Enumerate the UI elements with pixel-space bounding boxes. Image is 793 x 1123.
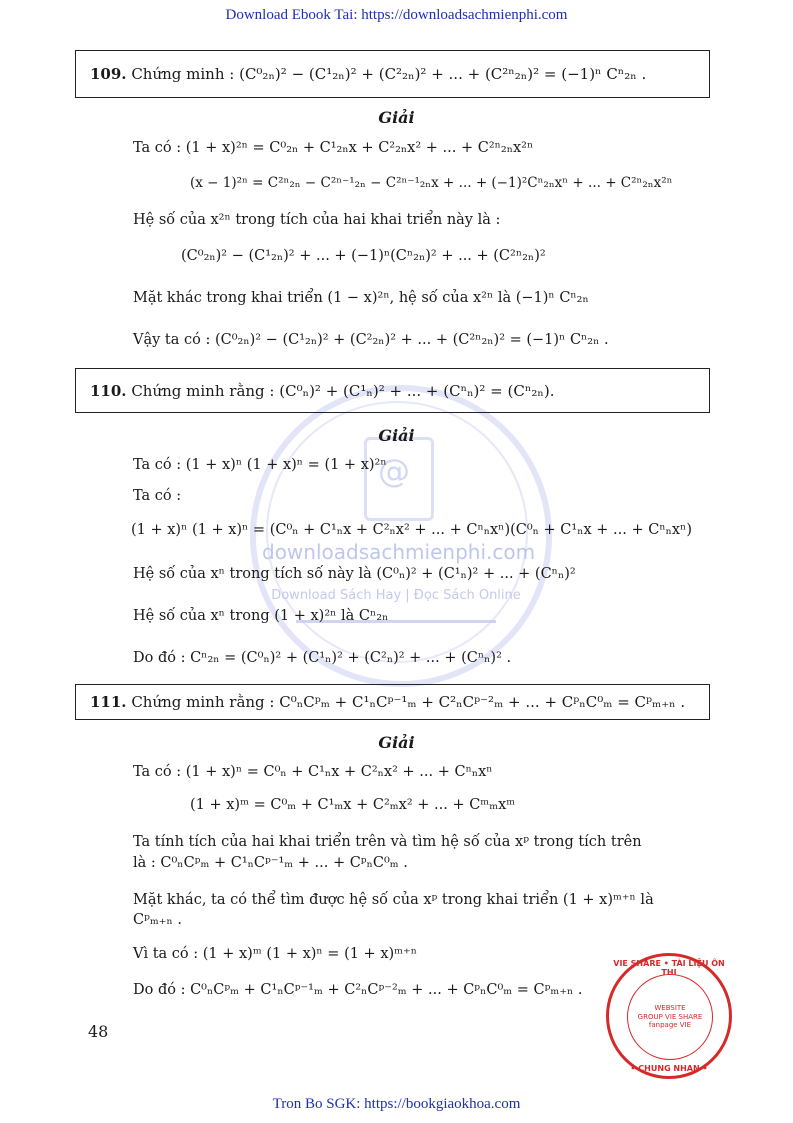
watermark-tagline: Download Sách Hay | Đọc Sách Online xyxy=(271,588,521,603)
problem-number: 109. xyxy=(90,65,127,83)
problem-statement: Chứng minh : (C⁰₂ₙ)² − (C¹₂ₙ)² + (C²₂ₙ)² + ... + (C²ⁿ₂ₙ)² = (−1)ⁿ Cⁿ₂ₙ . xyxy=(131,65,647,83)
solution-line: Ta có : xyxy=(133,488,182,504)
watermark-site-text: downloadsachmienphi.com xyxy=(262,540,536,564)
solution-heading: Giải xyxy=(378,733,415,752)
solution-line: Do đó : C⁰ₙCᵖₘ + C¹ₙCᵖ⁻¹ₘ + C²ₙCᵖ⁻²ₘ + ... + CᵖₙC⁰ₘ = Cᵖₘ₊ₙ . xyxy=(133,982,583,998)
solution-line: Do đó : Cⁿ₂ₙ = (C⁰ₙ)² + (C¹ₙ)² + (C²ₙ)² + ... + (Cⁿₙ)² . xyxy=(133,650,512,666)
solution-line: là : C⁰ₙCᵖₘ + C¹ₙCᵖ⁻¹ₘ + ... + CᵖₙC⁰ₘ . xyxy=(133,855,408,871)
solution-line: Ta tính tích của hai khai triển trên và tìm hệ số của xᵖ trong tích trên xyxy=(133,834,642,850)
solution-heading: Giải xyxy=(378,426,415,445)
solution-line: Cᵖₘ₊ₙ . xyxy=(133,912,182,928)
header-download-link[interactable]: Download Ebook Tai: https://downloadsachmienphi.com xyxy=(225,7,568,23)
problem-111-box xyxy=(75,684,710,720)
problem-number: 111. xyxy=(90,693,127,711)
solution-line: Ta có : (1 + x)ⁿ = C⁰ₙ + C¹ₙx + C²ₙx² + ... + Cⁿₙxⁿ xyxy=(133,764,493,780)
solution-line: Vì ta có : (1 + x)ᵐ (1 + x)ⁿ = (1 + x)ᵐ⁺ⁿ xyxy=(133,946,417,962)
problem-statement: Chứng minh rằng : (C⁰ₙ)² + (C¹ₙ)² + ... + (Cⁿₙ)² = (Cⁿ₂ₙ). xyxy=(131,381,555,400)
footer-sgk-link[interactable]: Tron Bo SGK: https://bookgiaokhoa.com xyxy=(272,1096,521,1112)
solution-line: Ta có : (1 + x)ⁿ (1 + x)ⁿ = (1 + x)²ⁿ xyxy=(133,457,387,473)
problem-statement: Chứng minh rằng : C⁰ₙCᵖₘ + C¹ₙCᵖ⁻¹ₘ + C²ₙCᵖ⁻²ₘ + ... + CᵖₙC⁰ₘ = Cᵖₘ₊ₙ . xyxy=(131,693,686,711)
solution-line: Hệ số của xⁿ trong (1 + x)²ⁿ là Cⁿ₂ₙ xyxy=(133,608,389,624)
solution-line: Vậy ta có : (C⁰₂ₙ)² − (C¹₂ₙ)² + (C²₂ₙ)² + ... + (C²ⁿ₂ₙ)² = (−1)ⁿ Cⁿ₂ₙ . xyxy=(133,332,609,348)
solution-line: (1 + x)ᵐ = C⁰ₘ + C¹ₘx + C²ₘx² + ... + Cᵐₘxᵐ xyxy=(190,797,516,813)
watermark-at-icon: @ xyxy=(378,452,410,490)
stamp-center xyxy=(627,974,713,1060)
stamp-line: fanpage VIE xyxy=(648,1021,692,1030)
stamp-line: GROUP VIE SHARE xyxy=(637,1012,703,1021)
solution-line: (C⁰₂ₙ)² − (C¹₂ₙ)² + ... + (−1)ⁿ(Cⁿ₂ₙ)² + ... + (C²ⁿ₂ₙ)² xyxy=(181,248,546,264)
problem-110-box xyxy=(75,368,710,413)
solution-line: Mặt khác trong khai triển (1 − x)²ⁿ, hệ số của x²ⁿ là (−1)ⁿ Cⁿ₂ₙ xyxy=(133,290,589,306)
solution-line: (x − 1)²ⁿ = C²ⁿ₂ₙ − C²ⁿ⁻¹₂ₙ − C²ⁿ⁻¹₂ₙx + ... + (−1)²Cⁿ₂ₙxⁿ + ... + C²ⁿ₂ₙx²ⁿ xyxy=(190,175,673,191)
stamp-line: WEBSITE xyxy=(654,1003,686,1012)
solution-line: Ta có : (1 + x)²ⁿ = C⁰₂ₙ + C¹₂ₙx + C²₂ₙx² + ... + C²ⁿ₂ₙx²ⁿ xyxy=(133,140,534,156)
solution-line: Hệ số của x²ⁿ trong tích của hai khai triển này là : xyxy=(133,212,501,228)
problem-109-statement-wrap xyxy=(90,65,646,83)
problem-number: 110. xyxy=(90,381,127,400)
solution-line: Hệ số của xⁿ trong tích số này là (C⁰ₙ)² + (C¹ₙ)² + ... + (Cⁿₙ)² xyxy=(133,566,576,582)
solution-heading: Giải xyxy=(378,108,415,127)
solution-line: Mặt khác, ta có thể tìm được hệ số của xᵖ trong khai triển (1 + x)ᵐ⁺ⁿ là xyxy=(133,892,654,908)
problem-109-box xyxy=(75,50,710,98)
stamp-ring-bottom-text: • CHUNG NHAN • xyxy=(630,1064,708,1073)
page-number: 48 xyxy=(88,1022,109,1041)
problem-110-statement-wrap xyxy=(90,382,554,400)
problem-111-statement-wrap xyxy=(90,693,685,711)
vie-share-stamp xyxy=(606,953,732,1079)
solution-line: (1 + x)ⁿ (1 + x)ⁿ = (C⁰ₙ + C¹ₙx + C²ₙx² + ... + Cⁿₙxⁿ)(C⁰ₙ + C¹ₙx + ... + Cⁿₙxⁿ) xyxy=(131,522,692,538)
stamp-ring-top-text: VIE SHARE • TÀI LIỆU ÔN THI xyxy=(613,959,725,977)
